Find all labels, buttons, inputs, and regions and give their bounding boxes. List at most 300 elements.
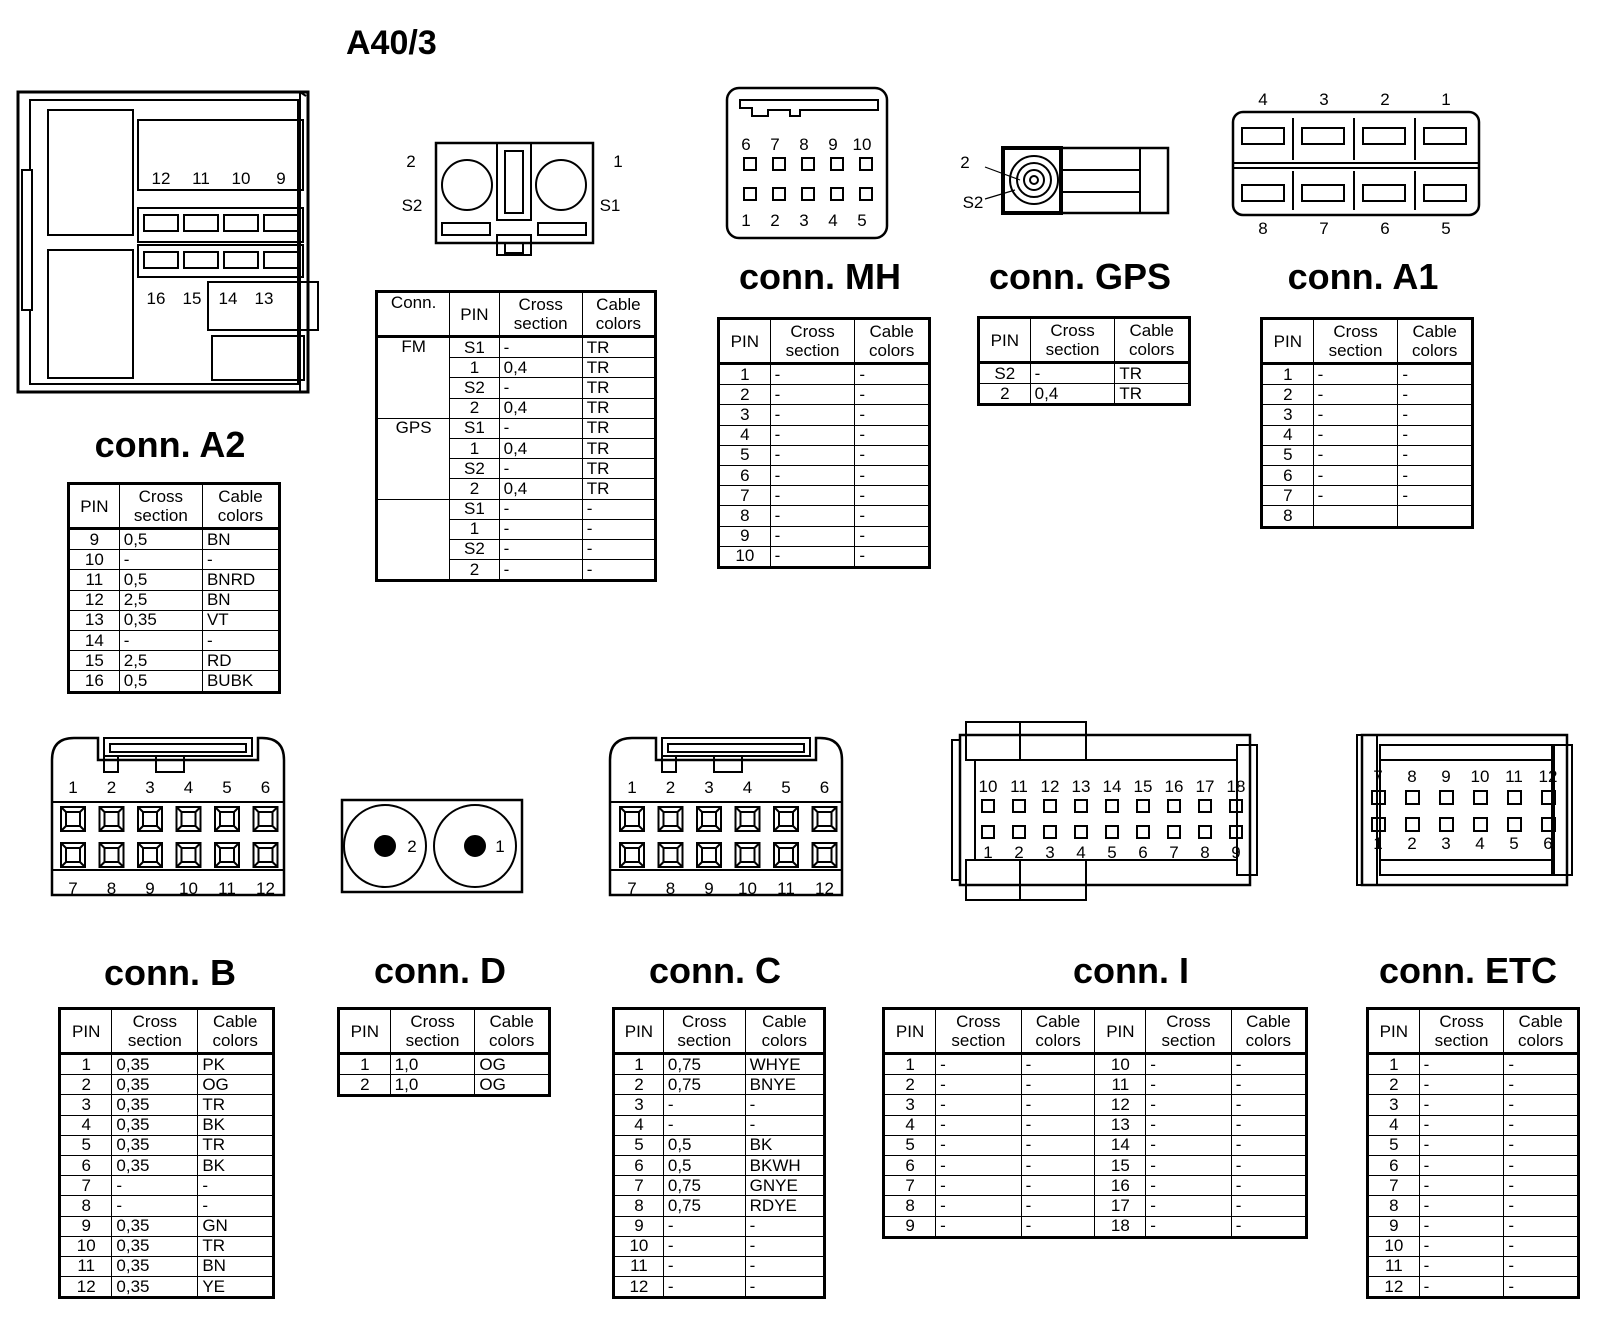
title-conn-a1: conn. A1	[1287, 256, 1439, 297]
cell-cable-color: -	[855, 506, 930, 526]
table-row	[719, 405, 930, 425]
etc-pin-label: 2	[1407, 834, 1417, 853]
header-pin: PIN	[69, 484, 120, 529]
cell-cable-color: -	[1504, 1155, 1579, 1175]
cell-cable-color: -	[855, 425, 930, 445]
cell-pin: 8	[614, 1196, 664, 1216]
table-row	[1368, 1054, 1579, 1075]
i-pin-cavity	[1106, 800, 1118, 812]
etc-pin-cavity	[1372, 791, 1385, 804]
table-row	[614, 1115, 825, 1135]
table-row	[1368, 1196, 1579, 1216]
cell-cable-color: -	[1504, 1135, 1579, 1155]
etc-pin-cavity	[1474, 791, 1487, 804]
title-conn-i: conn. I	[1073, 950, 1189, 991]
cell-cable-color: -	[1231, 1115, 1306, 1135]
cell-cable-color: BNYE	[745, 1075, 824, 1095]
cell-cable-color: -	[745, 1216, 824, 1236]
gps-pin-label: 2	[960, 153, 970, 172]
etc-pin-cavity	[1406, 818, 1419, 831]
cell-cross-section: 1,0	[390, 1054, 475, 1075]
table-conn-mh	[717, 317, 931, 569]
cell-cable-color: -	[1398, 486, 1473, 506]
header-pin: PIN	[979, 318, 1031, 363]
c-pin-cavity-inner	[625, 812, 639, 826]
table-row	[1262, 425, 1473, 445]
mh-pin-label: 10	[852, 135, 872, 154]
table-row	[1368, 1236, 1579, 1256]
cell-cable-color: PK	[198, 1054, 274, 1075]
cell-pin: 4	[884, 1115, 936, 1135]
cell-pin: 6	[1368, 1155, 1420, 1175]
cell-cable-color: -	[745, 1236, 824, 1256]
cell-cable-color: BKWH	[745, 1155, 824, 1175]
header-conn: Conn.	[377, 292, 450, 337]
cell-cable-color: -	[855, 445, 930, 465]
c-pin-label: 1	[627, 778, 637, 797]
i-pin-label: 5	[1107, 843, 1117, 862]
cell-cable-color: -	[745, 1277, 824, 1298]
cell-pin: 2	[1262, 385, 1314, 405]
b-pin-cavity-inner	[259, 812, 273, 826]
cell-cable-color: BNRD	[202, 570, 279, 590]
cell-cross-section: 0,35	[119, 610, 202, 630]
table-row	[377, 337, 656, 358]
title-conn-mh: conn. MH	[739, 256, 901, 297]
cell-pin: 12	[69, 590, 120, 610]
b-pin-cavity-inner	[105, 812, 119, 826]
cell-pin: 15	[1095, 1155, 1146, 1175]
header-cross-section: Cross section	[663, 1009, 745, 1054]
a1-pin-label: 5	[1441, 219, 1451, 238]
cell-cable-color: -	[1231, 1135, 1306, 1155]
etc-pin-label: 11	[1505, 767, 1523, 786]
cell-cross-section: 2,5	[119, 590, 202, 610]
etc-pin-label: 8	[1407, 767, 1417, 786]
cell-cable-color: -	[855, 465, 930, 485]
header-cross-section: Cross section	[1419, 1009, 1504, 1054]
table-row	[69, 630, 280, 650]
cell-cable-color: WHYE	[745, 1054, 824, 1075]
table-conn-b	[58, 1007, 275, 1299]
cell-pin: 11	[60, 1256, 112, 1276]
cell-cable-color: -	[1231, 1095, 1306, 1115]
cell-cross-section: -	[770, 385, 855, 405]
table-row	[979, 384, 1190, 405]
etc-pin-cavity	[1372, 818, 1385, 831]
table-row	[69, 651, 280, 671]
header-cable-colors: Cable colors	[198, 1009, 274, 1054]
a2-pin-label: 16	[146, 289, 166, 308]
cell-pin: 8	[1368, 1196, 1420, 1216]
header-cross-section: Cross section	[770, 319, 855, 364]
cell-cable-color: TR	[198, 1135, 274, 1155]
cell-cable-color: -	[582, 499, 655, 519]
cell-cross-section: -	[1146, 1155, 1231, 1175]
cell-pin: 2	[1368, 1075, 1420, 1095]
i-pin-label: 9	[1231, 843, 1241, 862]
a2-pin-label: 12	[151, 169, 171, 188]
cell-pin: S1	[450, 337, 499, 358]
cell-cross-section: -	[1419, 1095, 1504, 1115]
mh-pin-label: 5	[857, 211, 867, 230]
table-row	[1262, 364, 1473, 385]
cell-pin: 1	[614, 1054, 664, 1075]
cell-cross-section: 0,35	[112, 1115, 198, 1135]
cell-pin: 1	[1262, 364, 1314, 385]
i-pin-cavity	[1013, 800, 1025, 812]
i-pin-label: 6	[1138, 843, 1148, 862]
table-row	[719, 385, 930, 405]
a1-pin-label: 6	[1380, 219, 1390, 238]
etc-pin-cavity	[1440, 791, 1453, 804]
cell-cross-section: 0,35	[112, 1256, 198, 1276]
cell-pin: 9	[60, 1216, 112, 1236]
cell-pin: 7	[60, 1176, 112, 1196]
i-pin-cavity	[982, 800, 994, 812]
cell-cross-section: -	[1419, 1256, 1504, 1276]
cell-pin: 2	[450, 398, 499, 418]
table-row	[377, 499, 656, 519]
cell-pin: 16	[69, 671, 120, 692]
i-pin-label: 3	[1045, 843, 1055, 862]
cell-cross-section: -	[1146, 1135, 1231, 1155]
cell-pin: 16	[1095, 1176, 1146, 1196]
cell-cable-color: TR	[1115, 384, 1190, 405]
table-row	[614, 1054, 825, 1075]
table-row	[1262, 506, 1473, 527]
b-pin-label: 4	[183, 778, 194, 797]
mh-pin-label: 7	[770, 135, 780, 154]
c-pin-cavity-inner	[625, 848, 639, 862]
c-pin-cavity-inner	[664, 848, 678, 862]
table-row	[69, 529, 280, 550]
cell-cross-section: -	[119, 550, 202, 570]
cell-cross-section: -	[1419, 1216, 1504, 1236]
a1-pin-label: 7	[1319, 219, 1329, 238]
cell-pin: S1	[450, 418, 499, 438]
cell-cross-section: -	[1146, 1216, 1231, 1237]
cell-cable-color: RD	[202, 651, 279, 671]
cell-cable-color: BK	[745, 1135, 824, 1155]
cell-pin: 3	[1262, 405, 1314, 425]
cell-cross-section: -	[936, 1176, 1021, 1196]
cell-pin: 2	[60, 1075, 112, 1095]
cell-cross-section: -	[1419, 1075, 1504, 1095]
a1-pin-label: 1	[1441, 90, 1451, 109]
etc-pin-cavity	[1508, 818, 1521, 831]
etc-pin-label: 1	[1373, 834, 1383, 853]
a2-pin-label: 15	[182, 289, 202, 308]
header-cable-colors: Cable colors	[1115, 318, 1190, 363]
cell-cable-color: TR	[582, 337, 655, 358]
cell-cross-section: 0,35	[112, 1095, 198, 1115]
i-pin-label: 1	[983, 843, 993, 862]
cell-cross-section: -	[663, 1115, 745, 1135]
table-conn-gps	[977, 316, 1191, 406]
cell-cross-section: -	[1313, 364, 1398, 385]
table-row	[60, 1135, 274, 1155]
table-row	[884, 1095, 1307, 1115]
i-pin-label: 11	[1010, 777, 1028, 796]
cell-pin: 13	[1095, 1115, 1146, 1135]
cell-cross-section: 0,75	[663, 1196, 745, 1216]
table-row	[884, 1054, 1307, 1075]
cell-cross-section: -	[663, 1236, 745, 1256]
header-cross-section: Cross section	[119, 484, 202, 529]
cell-cross-section: -	[770, 486, 855, 506]
antenna-pin-label: 1	[613, 152, 623, 171]
cell-cross-section: -	[1313, 445, 1398, 465]
table-row	[614, 1277, 825, 1298]
cell-cable-color: BK	[198, 1115, 274, 1135]
cell-cable-color: -	[1398, 405, 1473, 425]
cell-pin: 10	[719, 546, 771, 567]
cell-pin: 11	[614, 1256, 664, 1276]
c-pin-label: 6	[819, 778, 830, 797]
cell-cross-section: -	[499, 560, 582, 581]
c-pin-label: 8	[665, 879, 676, 898]
cell-cross-section: 0,5	[663, 1155, 745, 1175]
table-row	[1262, 445, 1473, 465]
a2-pin-label: 11	[192, 169, 210, 188]
cell-cable-color: TR	[582, 438, 655, 458]
i-pin-label: 17	[1195, 777, 1215, 796]
cell-pin: 1	[339, 1054, 391, 1075]
table-row	[1368, 1277, 1579, 1298]
i-pin-cavity	[1168, 826, 1180, 838]
header-cable-colors: Cable colors	[1504, 1009, 1579, 1054]
c-pin-cavity-inner	[779, 812, 793, 826]
c-pin-cavity-inner	[741, 812, 755, 826]
cell-pin: 1	[450, 438, 499, 458]
cell-cable-color: -	[1231, 1155, 1306, 1175]
cell-cross-section: -	[1313, 405, 1398, 425]
cell-cross-section: -	[499, 418, 582, 438]
table-row	[69, 570, 280, 590]
cell-cross-section: 0,5	[119, 529, 202, 550]
table-antenna	[375, 290, 657, 582]
cell-pin: 5	[1368, 1135, 1420, 1155]
table-row	[884, 1135, 1307, 1155]
cell-cross-section: -	[936, 1155, 1021, 1175]
b-pin-cavity-inner	[143, 812, 157, 826]
cell-cable-color: -	[855, 546, 930, 567]
cell-cross-section: -	[770, 425, 855, 445]
cell-cross-section: -	[663, 1216, 745, 1236]
cell-cable-color: -	[198, 1176, 274, 1196]
c-pin-label: 4	[742, 778, 753, 797]
cell-cross-section: 0,35	[112, 1075, 198, 1095]
cell-cable-color: -	[745, 1115, 824, 1135]
i-pin-cavity	[1168, 800, 1180, 812]
cell-cross-section: -	[936, 1196, 1021, 1216]
cell-pin: 7	[884, 1176, 936, 1196]
cell-conn-group: FM	[377, 337, 450, 419]
cell-cross-section: -	[1419, 1236, 1504, 1256]
cell-cross-section: -	[112, 1196, 198, 1216]
cell-cable-color: -	[1504, 1236, 1579, 1256]
cell-cable-color: -	[198, 1196, 274, 1216]
c-pin-label: 5	[781, 778, 791, 797]
i-pin-cavity	[1199, 826, 1211, 838]
c-pin-label: 12	[815, 879, 834, 898]
table-row	[60, 1075, 274, 1095]
table-row	[614, 1095, 825, 1115]
header-pin: PIN	[1368, 1009, 1420, 1054]
i-pin-label: 7	[1169, 843, 1179, 862]
title-conn-gps: conn. GPS	[988, 256, 1172, 297]
cell-cable-color: OG	[475, 1075, 550, 1096]
cell-pin: 10	[614, 1236, 664, 1256]
i-pin-cavity	[1075, 826, 1087, 838]
cell-cross-section: -	[770, 546, 855, 567]
cell-cable-color: -	[1021, 1135, 1095, 1155]
header-cable-colors: Cable colors	[745, 1009, 824, 1054]
b-pin-label: 1	[68, 778, 78, 797]
cell-pin: S2	[450, 378, 499, 398]
mh-pin-label: 4	[828, 211, 838, 230]
header-pin: PIN	[60, 1009, 112, 1054]
cell-cable-color: -	[745, 1256, 824, 1276]
cell-cross-section: -	[936, 1095, 1021, 1115]
i-pin-label: 18	[1226, 777, 1246, 796]
header-cable-colors: Cable colors	[855, 319, 930, 364]
cell-cable-color: RDYE	[745, 1196, 824, 1216]
table-row	[1368, 1095, 1579, 1115]
cell-cross-section: -	[499, 519, 582, 539]
table-row	[60, 1216, 274, 1236]
header-pin: PIN	[719, 319, 771, 364]
cell-cross-section: -	[936, 1054, 1021, 1075]
cell-pin: 1	[450, 358, 499, 378]
cell-pin: 12	[614, 1277, 664, 1298]
cell-cross-section: 0,4	[499, 398, 582, 418]
gps-pin-label: S2	[962, 193, 984, 212]
cell-cross-section: -	[499, 499, 582, 519]
cell-cable-color: -	[202, 630, 279, 650]
cell-pin: 11	[1368, 1256, 1420, 1276]
cell-pin: 8	[1262, 506, 1314, 527]
i-pin-cavity	[1137, 800, 1149, 812]
cell-pin: 8	[719, 506, 771, 526]
cell-cross-section: -	[1146, 1095, 1231, 1115]
cell-cable-color: BK	[198, 1155, 274, 1175]
cell-pin: 6	[1262, 465, 1314, 485]
cell-cable-color: -	[855, 486, 930, 506]
cell-cross-section: -	[1146, 1115, 1231, 1135]
antenna-pin-label: S1	[599, 196, 621, 215]
cell-cable-color: -	[1021, 1054, 1095, 1075]
cell-cable-color: -	[1231, 1216, 1306, 1237]
table-row	[614, 1176, 825, 1196]
i-pin-cavity	[1075, 800, 1087, 812]
cell-pin: 14	[1095, 1135, 1146, 1155]
header-pin: PIN	[1262, 319, 1314, 364]
c-pin-label: 2	[665, 778, 676, 797]
cell-pin: 11	[69, 570, 120, 590]
header-cross-section: Cross section	[1313, 319, 1398, 364]
cell-pin: 4	[719, 425, 771, 445]
cell-cable-color: -	[1504, 1095, 1579, 1115]
cell-pin: 8	[884, 1196, 936, 1216]
table-row	[1368, 1216, 1579, 1236]
i-pin-cavity	[982, 826, 994, 838]
c-pin-label: 11	[777, 879, 795, 898]
cell-cable-color: -	[745, 1095, 824, 1115]
cell-cross-section: 0,35	[112, 1236, 198, 1256]
cell-pin: 9	[69, 529, 120, 550]
table-row	[339, 1054, 550, 1075]
etc-pin-cavity	[1508, 791, 1521, 804]
cell-cable-color: -	[1231, 1196, 1306, 1216]
c-pin-cavity-inner	[818, 848, 832, 862]
cell-cross-section: -	[663, 1256, 745, 1276]
table-row	[339, 1075, 550, 1096]
title-conn-d: conn. D	[374, 950, 506, 991]
d-pin-label: 1	[495, 837, 505, 856]
table-row	[719, 546, 930, 567]
table-row	[60, 1095, 274, 1115]
cell-pin: 2	[450, 560, 499, 581]
table-row	[719, 445, 930, 465]
cell-cable-color: VT	[202, 610, 279, 630]
c-pin-cavity-inner	[741, 848, 755, 862]
cell-cable-color: BUBK	[202, 671, 279, 692]
cell-pin: 3	[1368, 1095, 1420, 1115]
a2-pin-label: 10	[231, 169, 251, 188]
cell-cross-section: 0,35	[112, 1277, 198, 1298]
title-conn-c: conn. C	[649, 950, 781, 991]
table-row	[884, 1216, 1307, 1237]
table-row	[60, 1256, 274, 1276]
b-pin-cavity-inner	[105, 848, 119, 862]
table-row	[60, 1155, 274, 1175]
table-row	[1368, 1075, 1579, 1095]
i-pin-cavity	[1106, 826, 1118, 838]
cell-cross-section: -	[1419, 1054, 1504, 1075]
cell-pin: 3	[60, 1095, 112, 1115]
cell-pin: 2	[884, 1075, 936, 1095]
table-row	[1262, 385, 1473, 405]
cell-pin: 9	[719, 526, 771, 546]
table-row	[1368, 1176, 1579, 1196]
cell-pin: 3	[884, 1095, 936, 1115]
cell-cable-color: -	[855, 405, 930, 425]
c-pin-label: 10	[738, 879, 757, 898]
cell-cross-section: 0,5	[119, 671, 202, 692]
a2-pin-label: 9	[276, 169, 286, 188]
cell-pin: 5	[60, 1135, 112, 1155]
c-pin-cavity-inner	[702, 848, 716, 862]
header-cable-colors: Cable colors	[582, 292, 655, 337]
cell-cable-color: TR	[582, 418, 655, 438]
table-row	[1368, 1155, 1579, 1175]
b-pin-label: 9	[145, 879, 155, 898]
table-row	[60, 1115, 274, 1135]
c-pin-cavity-inner	[779, 848, 793, 862]
cell-pin: 6	[719, 465, 771, 485]
cell-pin: 5	[719, 445, 771, 465]
table-row	[614, 1256, 825, 1276]
cell-pin: 7	[1262, 486, 1314, 506]
mh-pin-label: 2	[770, 211, 780, 230]
cell-cable-color: BN	[202, 529, 279, 550]
cell-cross-section: -	[1146, 1054, 1231, 1075]
table-row	[1262, 465, 1473, 485]
cell-cross-section: -	[1313, 465, 1398, 485]
cell-cross-section: -	[770, 364, 855, 385]
